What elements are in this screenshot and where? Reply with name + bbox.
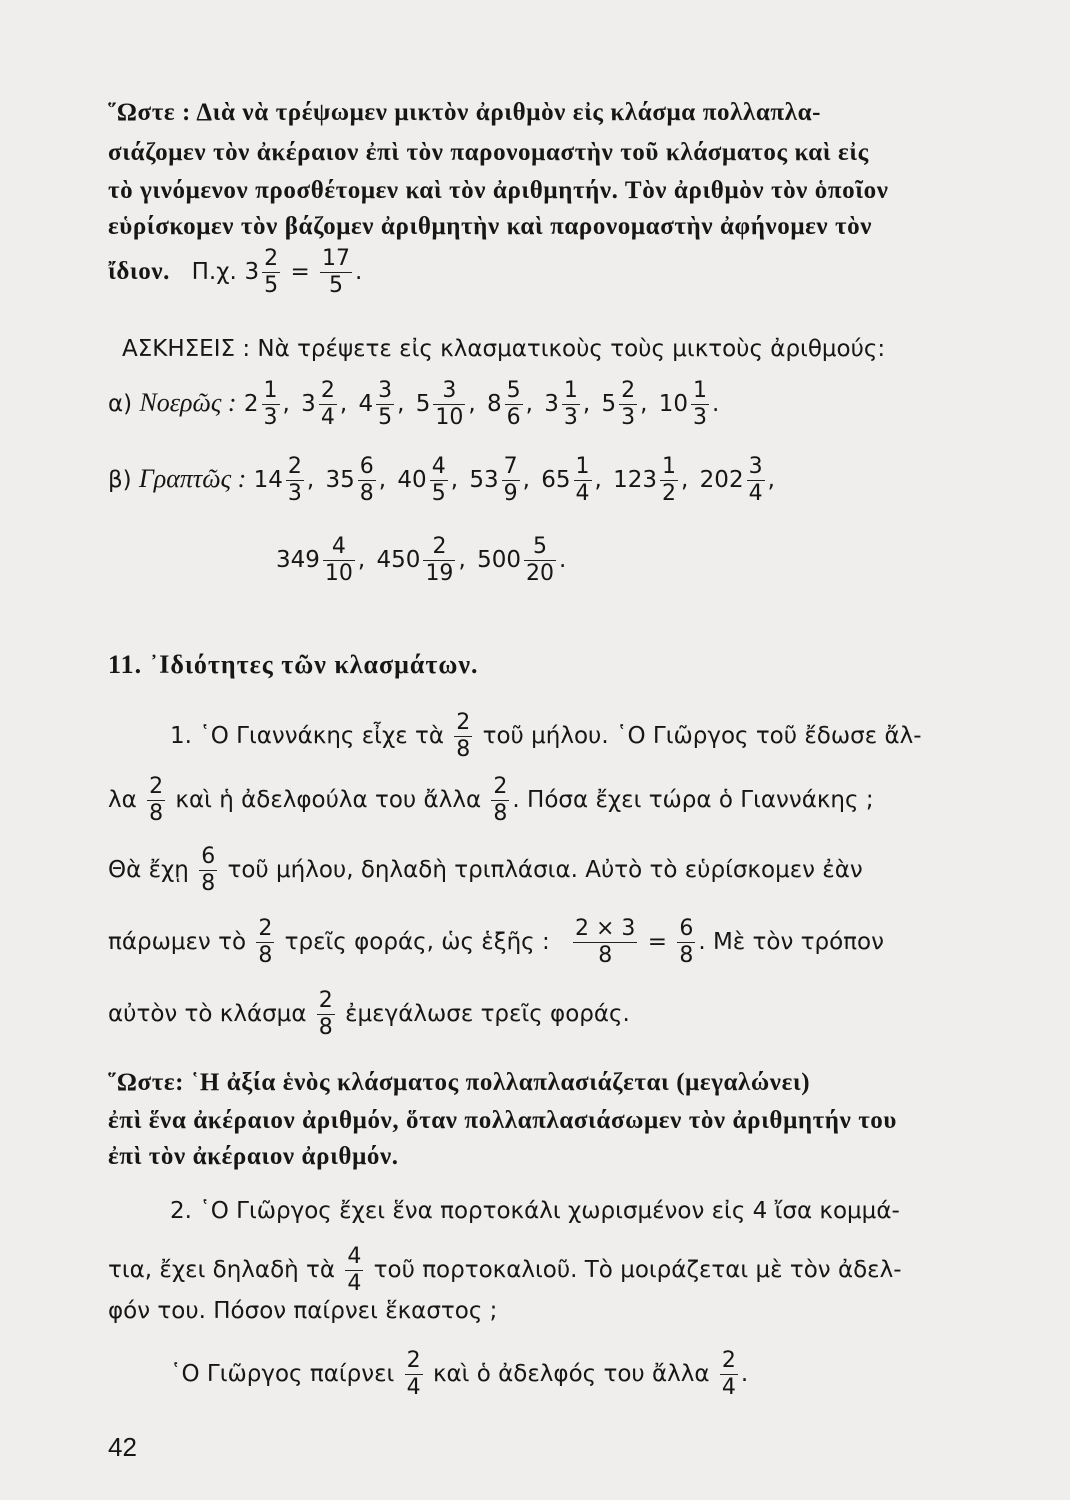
mixed-whole: 4 [358,391,374,417]
p1-line-2: λα $\frac{2}{8}$ καὶ ἡ ἀδελφούλα του ἄλλα $\frac{2}{8}$ . Πόσα ἔχει τώρα ὁ Γιαννάκης ; [108,774,874,826]
section-title: 11. ᾿Ιδιότητες τῶν κλασμάτων. [108,650,479,679]
mixed-whole: 202 [699,467,744,493]
mixed-whole: 40 [397,467,427,493]
para1-line-3: τὸ γινόμενον προσθέτομεν καὶ τὸν ἀριθμητήν. Τὸν ἀριθμὸν τὸν ὁποῖον [108,177,889,204]
mixed-number: 3 $\frac{2}{4}$ , [301,378,348,430]
mixed-fraction: $\frac{1}{3}$ [563,378,578,430]
oral-list [243,378,723,430]
exercises-written-row [108,456,779,505]
mixed-whole: 8 [486,391,502,417]
mixed-fraction: $\frac{3}{4}$ [748,454,763,506]
mixed-number: 4 $\frac{3}{5}$ , [358,378,405,430]
mixed-fraction: $\frac{2}{3}$ [287,454,302,506]
para1-line-1: ῞Ωστε : Διὰ νὰ τρέψωμεν μικτὸν ἀριθμὸν εἰς κλάσμα πολλαπλα- [108,99,822,126]
mixed-number: 65 $\frac{1}{4}$ , [541,454,602,506]
p2-line-3: φόν του. Πόσον παίρνει ἕκαστος ; [108,1298,498,1324]
mixed-number: 3 $\frac{1}{3}$ , [544,378,591,430]
mixed-fraction: $\frac{6}{8}$ [359,454,374,506]
exercises-written-row-2 [276,536,570,585]
mixed-number: 40 $\frac{4}{5}$ , [397,454,459,506]
para1-line-5 [108,248,982,297]
exercises-heading: ΑΣΚΗΣΕΙΣ : Νὰ τρέψετε εἰς κλασματικοὺς τοὺς μικτοὺς ἀριθμούς: [122,336,886,362]
para1-line-4: εὑρίσκομεν τὸν βάζομεν ἀριθμητὴν καὶ παρονομαστὴν ἀφήνομεν τὸν [108,213,873,240]
p2-line-4: ῾Ο Γιῶργος παίρνει $\frac{2}{4}$ καὶ ὁ ἀδελφός του ἄλλα $\frac{2}{4}$ . [170,1348,749,1400]
p1-line-3: Θὰ ἔχῃ $\frac{6}{8}$ τοῦ μήλου, δηλαδὴ τριπλάσια. Αὐτὸ τὸ εὑρίσκομεν ἐὰν [108,844,863,896]
written-label: β) [108,467,132,493]
mixed-whole: 14 [253,467,283,493]
example-label: Π.χ. [191,259,237,285]
oral-title: Νοερῶς : [139,388,237,417]
example-mixed: 3 $\frac{2}{5}$ = $\frac{17}{5}$ . [244,246,363,298]
mixed-number: 202 $\frac{3}{4}$ , [699,454,775,506]
mixed-fraction: $\frac{4}{5}$ [431,454,446,506]
p1-line-1: 1. ῾Ο Γιαννάκης εἶχε τὰ $\frac{2}{8}$ τοῦ μήλου. ῾Ο Γιῶργος τοῦ ἔδωσε ἄλ- [170,710,922,762]
mixed-fraction: $\frac{1}{3}$ [693,378,708,430]
mixed-fraction: $\frac{3}{5}$ [378,378,393,430]
mixed-number: 2 $\frac{1}{3}$ , [243,378,290,430]
p2-line-1: 2. ῾Ο Γιῶργος ἔχει ἕνα πορτοκάλι χωρισμένον εἰς 4 ἴσα κομμά- [170,1198,900,1224]
mixed-number: 450 $\frac{2}{19}$ , [376,534,466,586]
mixed-number: 53 $\frac{7}{9}$ , [469,454,530,506]
para1-last-prefix: ἴδιον. [108,258,170,285]
mixed-whole: 35 [325,467,355,493]
example-result-fraction: $\frac{17}{5}$ [322,246,351,298]
mixed-whole: 5 [415,391,431,417]
mixed-number: 14 $\frac{2}{3}$ , [253,454,315,506]
written-title: Γραπτῶς : [138,464,247,493]
mixed-fraction: $\frac{4}{10}$ [324,534,353,586]
mixed-number: 35 $\frac{6}{8}$ , [325,454,387,506]
mixed-number: 8 $\frac{5}{6}$ , [486,378,533,430]
mixed-fraction: $\frac{1}{4}$ [575,454,590,506]
mixed-fraction: $\frac{1}{2}$ [662,454,677,506]
mixed-fraction: $\frac{1}{3}$ [263,378,278,430]
mixed-number: 10 $\frac{1}{3}$ . [658,378,720,430]
written2-list [276,534,570,586]
mixed-number: 349 $\frac{4}{10}$ , [276,534,366,586]
p2-line-2: τια, ἔχει δηλαδὴ τὰ $\frac{4}{4}$ τοῦ πορτοκαλιοῦ. Τὸ μοιράζεται μὲ τὸν ἀδελ- [108,1244,902,1296]
example-fraction: $\frac{2}{5}$ [264,246,279,298]
mixed-whole: 10 [658,391,689,417]
p1-line-5: αὐτὸν τὸ κλάσμα $\frac{2}{8}$ ἐμεγάλωσε τρεῖς φοράς. [108,988,630,1040]
p1-line-4: πάρωμεν τὸ $\frac{2}{8}$ τρεῖς φοράς, ὡς ἑξῆς : $\frac{2 \times 3}{8}$ = $\frac{6}{8}$ . Μὲ τὸν τρόπον [108,916,884,968]
mixed-whole: 123 [613,467,658,493]
mixed-fraction: $\frac{5}{20}$ [525,534,554,586]
exercises-oral-row [108,380,723,429]
page-number: 42 [108,1432,137,1462]
mixed-whole: 349 [276,547,320,573]
written-list [253,454,779,506]
mixed-whole: 65 [541,467,571,493]
mixed-fraction: $\frac{5}{6}$ [506,378,521,430]
oral-label: α) [108,391,133,417]
mixed-number: 5 $\frac{2}{3}$ , [601,378,648,430]
mixed-whole: 500 [477,547,521,573]
mixed-fraction: $\frac{7}{9}$ [503,454,518,506]
mixed-number: 500 $\frac{5}{20}$ . [477,534,567,586]
para1-line-2: σιάζομεν τὸν ἀκέραιον ἐπὶ τὸν παρονομαστὴν τοῦ κλάσματος καὶ εἰς [108,139,869,166]
mixed-fraction: $\frac{2}{3}$ [621,378,636,430]
mixed-whole: 53 [469,467,499,493]
mixed-whole: 2 [243,391,259,417]
mixed-whole: 3 [544,391,559,417]
mixed-fraction: $\frac{2}{19}$ [425,534,454,586]
mixed-number: 123 $\frac{1}{2}$ , [613,454,689,506]
mixed-whole: 5 [601,391,617,417]
rule-line-3: ἐπὶ τὸν ἀκέραιον ἀριθμόν. [108,1143,399,1170]
mixed-number: 5 $\frac{3}{10}$ , [415,378,476,430]
mixed-whole: 450 [376,547,421,573]
rule-line-2: ἐπὶ ἕνα ἀκέραιον ἀριθμόν, ὅταν πολλαπλασιάσωμεν τὸν ἀριθμητήν του [108,1107,897,1134]
rule-line-1: ῞Ωστε: ῾Η ἀξία ἑνὸς κλάσματος πολλαπλασιάζεται (μεγαλώνει) [108,1069,811,1096]
mixed-whole: 3 [301,391,316,417]
mixed-fraction: $\frac{3}{10}$ [435,378,464,430]
mixed-fraction: $\frac{2}{4}$ [320,378,335,430]
